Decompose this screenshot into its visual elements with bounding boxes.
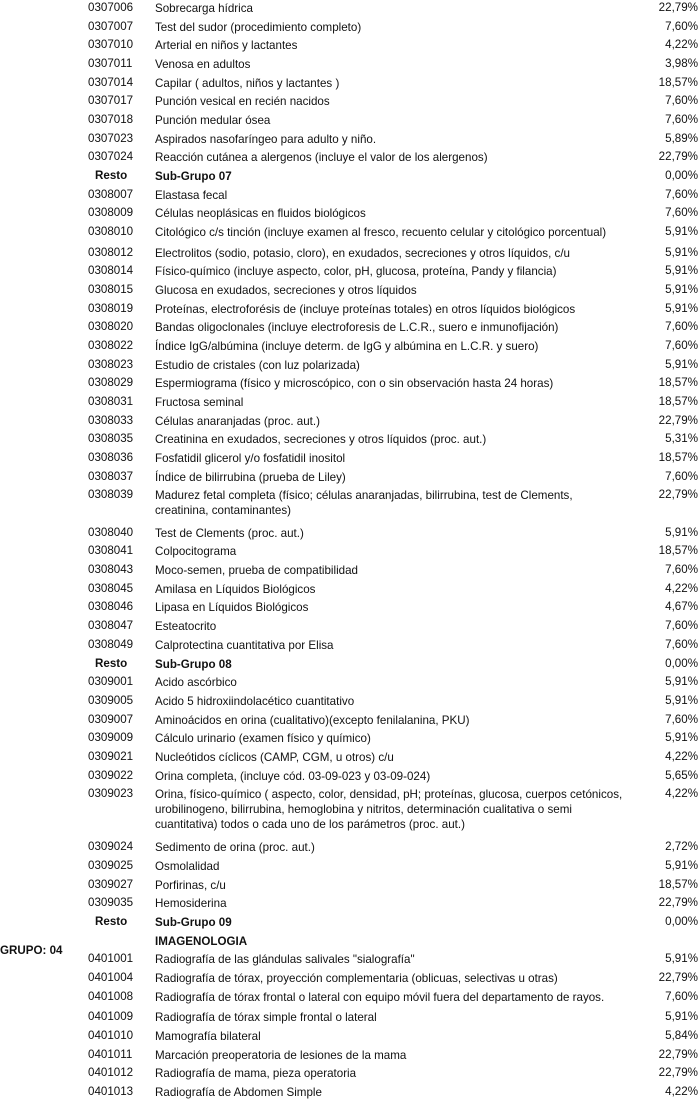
row-code: 0308046 (88, 600, 134, 613)
row-code: Resto (95, 915, 128, 928)
table-row (0, 432, 700, 451)
table-row (0, 76, 700, 95)
row-description: Estudio de cristales (con luz polarizada) (155, 359, 360, 372)
row-description: Sedimento de orina (proc. aut.) (155, 841, 315, 854)
row-percentage: 7,60% (665, 339, 698, 352)
row-code: 0309025 (88, 859, 134, 872)
group-header-row (0, 934, 700, 957)
row-description: Calprotectina cuantitativa por Elisa (155, 639, 334, 652)
row-percentage: 22,79% (658, 414, 698, 427)
row-description: Marcación preoperatoria de lesiones de la mama (155, 1049, 407, 1062)
row-description: Orina completa, (incluye cód. 03-09-023 y 03-09-024) (155, 770, 431, 783)
row-code: 0401011 (88, 1048, 133, 1061)
table-row (0, 675, 700, 694)
table-row (0, 750, 700, 769)
row-percentage: 5,91% (665, 246, 698, 259)
table-row (0, 150, 700, 169)
row-code: 0307023 (88, 132, 134, 145)
row-percentage: 2,72% (665, 840, 698, 853)
row-percentage: 5,91% (665, 694, 698, 707)
row-description: Sobrecarga hídrica (155, 2, 253, 15)
row-percentage: 5,91% (665, 302, 698, 315)
group-label: GRUPO: 04 (0, 944, 63, 957)
row-percentage: 18,57% (658, 395, 698, 408)
row-percentage: 18,57% (658, 376, 698, 389)
row-code: 0308014 (88, 264, 134, 277)
row-description: Osmolalidad (155, 860, 220, 873)
row-code: 0308045 (88, 582, 134, 595)
table-row (0, 94, 700, 113)
table-row (0, 769, 700, 788)
row-description: Orina, físico-químico ( aspecto, color, densidad, pH; proteínas, glucosa, cuerpos cetónicos, urobilinogeno, bilirrubina, hemoglobina y nitritos, determinación cualitativa o semi cuantitativa) todos o cada uno de los parámetros (proc. aut.) (155, 788, 623, 831)
table-row (0, 302, 700, 321)
row-description: Electrolitos (sodio, potasio, cloro), en exudados, secreciones y otros líquidos, c/u (155, 247, 571, 260)
row-percentage: 7,60% (665, 619, 698, 632)
row-description: Moco-semen, prueba de compatibilidad (155, 564, 359, 577)
row-percentage: 22,79% (658, 1, 698, 14)
table-row (0, 414, 700, 433)
table-row (0, 787, 700, 841)
table-row (0, 638, 700, 657)
row-percentage: 22,79% (658, 896, 698, 909)
table-row (0, 38, 700, 57)
table-row (0, 376, 700, 395)
row-description: Células neoplásicas en fluidos biológicos (155, 207, 366, 220)
row-code: 0308033 (88, 414, 134, 427)
table-row (0, 600, 700, 619)
table-row (0, 488, 700, 526)
row-description: Sub-Grupo 08 (155, 658, 232, 671)
row-code: 0307014 (88, 76, 134, 89)
row-percentage: 5,91% (665, 264, 698, 277)
table-row (0, 731, 700, 750)
table-row (0, 264, 700, 283)
row-code: 0309007 (88, 713, 134, 726)
row-code: 0308023 (88, 358, 134, 371)
row-description: Índice de bilirrubina (prueba de Liley) (155, 471, 346, 484)
row-description: Acido 5 hidroxiindolacético cuantitativo (155, 695, 355, 708)
row-percentage: 5,91% (665, 1010, 698, 1023)
row-percentage: 4,22% (665, 582, 698, 595)
row-description: Sub-Grupo 09 (155, 916, 232, 929)
row-code: 0307018 (88, 113, 134, 126)
row-percentage: 22,79% (658, 971, 698, 984)
row-code: 0308009 (88, 206, 134, 219)
row-code: 0308036 (88, 451, 134, 464)
row-description: Elastasa fecal (155, 189, 228, 202)
row-percentage: 5,31% (665, 432, 698, 445)
row-percentage: 0,00% (665, 657, 698, 670)
row-code: 0308041 (88, 544, 134, 557)
row-percentage: 4,22% (665, 750, 698, 763)
row-percentage: 7,60% (665, 320, 698, 333)
table-row (0, 619, 700, 638)
row-code: 0308012 (88, 246, 134, 259)
table-row (0, 451, 700, 470)
row-description: Arterial en niños y lactantes (155, 39, 298, 52)
row-description: Aspirados nasofaríngeo para adulto y niño. (155, 133, 377, 146)
row-percentage: 5,91% (665, 526, 698, 539)
row-code: 0401012 (88, 1066, 134, 1079)
row-description: Bandas oligoclonales (incluye electroforesis de L.C.R., suero e inmunofijación) (155, 321, 559, 334)
row-description: Citológico c/s tinción (incluye examen al fresco, recuento celular y citológico porcentual) (155, 226, 607, 239)
row-code: 0307017 (88, 94, 134, 107)
row-percentage: 7,60% (665, 206, 698, 219)
row-percentage: 18,57% (658, 878, 698, 891)
table-row (0, 283, 700, 302)
row-percentage: 5,89% (665, 132, 698, 145)
row-description: Test de Clements (proc. aut.) (155, 527, 304, 540)
row-code: 0309023 (88, 787, 134, 800)
row-code: 0308049 (88, 638, 134, 651)
row-description: Colpocitograma (155, 545, 237, 558)
row-percentage: 7,60% (665, 20, 698, 33)
row-code: 0309024 (88, 840, 134, 853)
row-code: 0308007 (88, 188, 134, 201)
row-percentage: 18,57% (658, 76, 698, 89)
row-description: Porfirinas, c/u (155, 879, 226, 892)
row-code: 0308020 (88, 320, 134, 333)
table-row (0, 952, 700, 971)
row-percentage: 18,57% (658, 544, 698, 557)
row-code: 0309021 (88, 750, 134, 763)
table-row (0, 395, 700, 414)
row-description: Madurez fetal completa (físico; células anaranjadas, bilirrubina, test de Clements, creatinina, contaminantes) (155, 489, 573, 517)
row-percentage: 7,60% (665, 638, 698, 651)
table-row (0, 1010, 700, 1029)
table-row (0, 544, 700, 563)
row-percentage: 3,98% (665, 57, 698, 70)
table-row (0, 563, 700, 582)
row-description: Acido ascórbico (155, 676, 237, 689)
row-description: Esteatocrito (155, 620, 217, 633)
row-description: Físico-químico (incluye aspecto, color, pH, glucosa, proteína, Pandy y filancia) (155, 265, 557, 278)
row-code: 0308019 (88, 302, 134, 315)
row-code: Resto (95, 169, 128, 182)
row-code: 0307007 (88, 20, 134, 33)
row-code: 0309005 (88, 694, 134, 707)
row-description: Índice IgG/albúmina (incluye determ. de IgG y albúmina en L.C.R. y suero) (155, 340, 539, 353)
row-code: 0307006 (88, 1, 134, 14)
row-description: Punción vesical en recién nacidos (155, 95, 330, 108)
row-code: 0308047 (88, 619, 134, 632)
row-description: Test del sudor (procedimiento completo) (155, 21, 362, 34)
table-row (0, 339, 700, 358)
row-description: Radiografía de mama, pieza operatoria (155, 1067, 357, 1080)
row-description: Venosa en adultos (155, 58, 251, 71)
row-code: 0308015 (88, 283, 134, 296)
row-percentage: 5,91% (665, 675, 698, 688)
row-code: 0308043 (88, 563, 134, 576)
row-percentage: 5,91% (665, 225, 698, 238)
row-code: 0307024 (88, 150, 134, 163)
row-code: 0401009 (88, 1010, 134, 1023)
table-row (0, 246, 700, 265)
row-code: 0401004 (88, 971, 134, 984)
table-row (0, 20, 700, 39)
row-percentage: 4,22% (665, 1085, 698, 1098)
row-percentage: 22,79% (658, 1048, 698, 1061)
row-description: Lipasa en Líquidos Biológicos (155, 601, 309, 614)
table-row (0, 526, 700, 545)
row-description: Reacción cutánea a alergenos (incluye el valor de los alergenos) (155, 151, 488, 164)
row-code: 0309027 (88, 878, 134, 891)
row-description: Glucosa en exudados, secreciones y otros líquidos (155, 284, 417, 297)
row-code: 0401010 (88, 1029, 134, 1042)
subgroup-row (0, 169, 700, 188)
row-description: Espermiograma (físico y microscópico, con o sin observación hasta 24 horas) (155, 377, 554, 390)
row-percentage: 5,91% (665, 283, 698, 296)
table-row (0, 971, 700, 990)
row-percentage: 22,79% (658, 488, 698, 501)
table-row (0, 1048, 700, 1067)
table-row (0, 57, 700, 76)
table-row (0, 840, 700, 859)
row-percentage: 7,60% (665, 188, 698, 201)
table-row (0, 694, 700, 713)
row-description: Proteínas, electroforésis de (incluye proteínas totales) en otros líquidos biológicos (155, 303, 576, 316)
row-percentage: 7,60% (665, 94, 698, 107)
row-percentage: 22,79% (658, 1066, 698, 1079)
table-row (0, 713, 700, 732)
table-row (0, 582, 700, 601)
row-code: 0401013 (88, 1085, 134, 1098)
row-percentage: 7,60% (665, 713, 698, 726)
row-code: 0309001 (88, 675, 134, 688)
row-code: 0308022 (88, 339, 134, 352)
row-description: Punción medular ósea (155, 114, 271, 127)
table-row (0, 1085, 700, 1104)
row-description: Creatinina en exudados, secreciones y otros líquidos (proc. aut.) (155, 433, 487, 446)
row-code: 0308010 (88, 225, 134, 238)
row-percentage: 5,84% (665, 1029, 698, 1042)
row-percentage: 18,57% (658, 451, 698, 464)
row-code: Resto (95, 657, 128, 670)
table-row (0, 1066, 700, 1085)
row-code: 0308035 (88, 432, 134, 445)
row-percentage: 4,22% (665, 787, 698, 800)
table-row (0, 990, 700, 1011)
table-row (0, 896, 700, 915)
row-description: Radiografía de tórax, proyección complementaria (oblicuas, selectivas u otras) (155, 972, 558, 985)
subgroup-row (0, 657, 700, 676)
table-row (0, 113, 700, 132)
row-percentage: 22,79% (658, 150, 698, 163)
row-description: Células anaranjadas (proc. aut.) (155, 415, 320, 428)
row-description: Radiografía de las glándulas salivales "sialografía" (155, 953, 415, 966)
row-code: 0309009 (88, 731, 134, 744)
row-code: 0308039 (88, 488, 134, 501)
table-row (0, 878, 700, 897)
row-code: 0307010 (88, 38, 134, 51)
row-percentage: 0,00% (665, 169, 698, 182)
row-percentage: 7,60% (665, 470, 698, 483)
table-row (0, 470, 700, 489)
row-code: 0401001 (88, 952, 134, 965)
table-row (0, 225, 700, 246)
row-description: Aminoácidos en orina (cualitativo)(excepto fenilalanina, PKU) (155, 714, 470, 727)
row-percentage: 7,60% (665, 990, 698, 1003)
table-row (0, 206, 700, 225)
table-row (0, 1, 700, 20)
row-code: 0401008 (88, 990, 134, 1003)
row-description: Nucleótidos cíclicos (CAMP, CGM, u otros) c/u (155, 751, 394, 764)
row-description: Sub-Grupo 07 (155, 170, 232, 183)
row-percentage: 4,22% (665, 38, 698, 51)
subgroup-row (0, 915, 700, 934)
row-description: Fosfatidil glicerol y/o fosfatidil inositol (155, 452, 346, 465)
row-code: 0307011 (88, 57, 133, 70)
row-percentage: 7,60% (665, 113, 698, 126)
table-row (0, 188, 700, 207)
row-percentage: 5,91% (665, 952, 698, 965)
table-row (0, 1029, 700, 1048)
row-description: Radiografía de tórax simple frontal o lateral (155, 1011, 377, 1024)
row-code: 0309022 (88, 769, 134, 782)
row-percentage: 5,91% (665, 358, 698, 371)
row-description: Cálculo urinario (examen físico y químico) (155, 732, 371, 745)
row-description: Mamografía bilateral (155, 1030, 261, 1043)
row-percentage: 5,91% (665, 859, 698, 872)
row-description: Capilar ( adultos, niños y lactantes ) (155, 77, 340, 90)
row-description: IMAGENOLOGIA (155, 935, 248, 948)
row-code: 0309035 (88, 896, 134, 909)
row-description: Radiografía de Abdomen Simple (155, 1086, 322, 1099)
table-row (0, 358, 700, 377)
row-code: 0308040 (88, 526, 134, 539)
row-description: Fructosa seminal (155, 396, 244, 409)
row-percentage: 7,60% (665, 563, 698, 576)
row-percentage: 5,91% (665, 731, 698, 744)
row-percentage: 4,67% (665, 600, 698, 613)
row-percentage: 0,00% (665, 915, 698, 928)
table-row (0, 859, 700, 878)
table-row (0, 320, 700, 339)
row-code: 0308037 (88, 470, 134, 483)
row-description: Amilasa en Líquidos Biológicos (155, 583, 316, 596)
row-percentage: 5,65% (665, 769, 698, 782)
row-code: 0308031 (88, 395, 134, 408)
row-code: 0308029 (88, 376, 134, 389)
table-row (0, 132, 700, 151)
row-description: Hemosiderina (155, 897, 227, 910)
row-description: Radiografía de tórax frontal o lateral con equipo móvil fuera del departamento de rayos. (155, 991, 605, 1004)
